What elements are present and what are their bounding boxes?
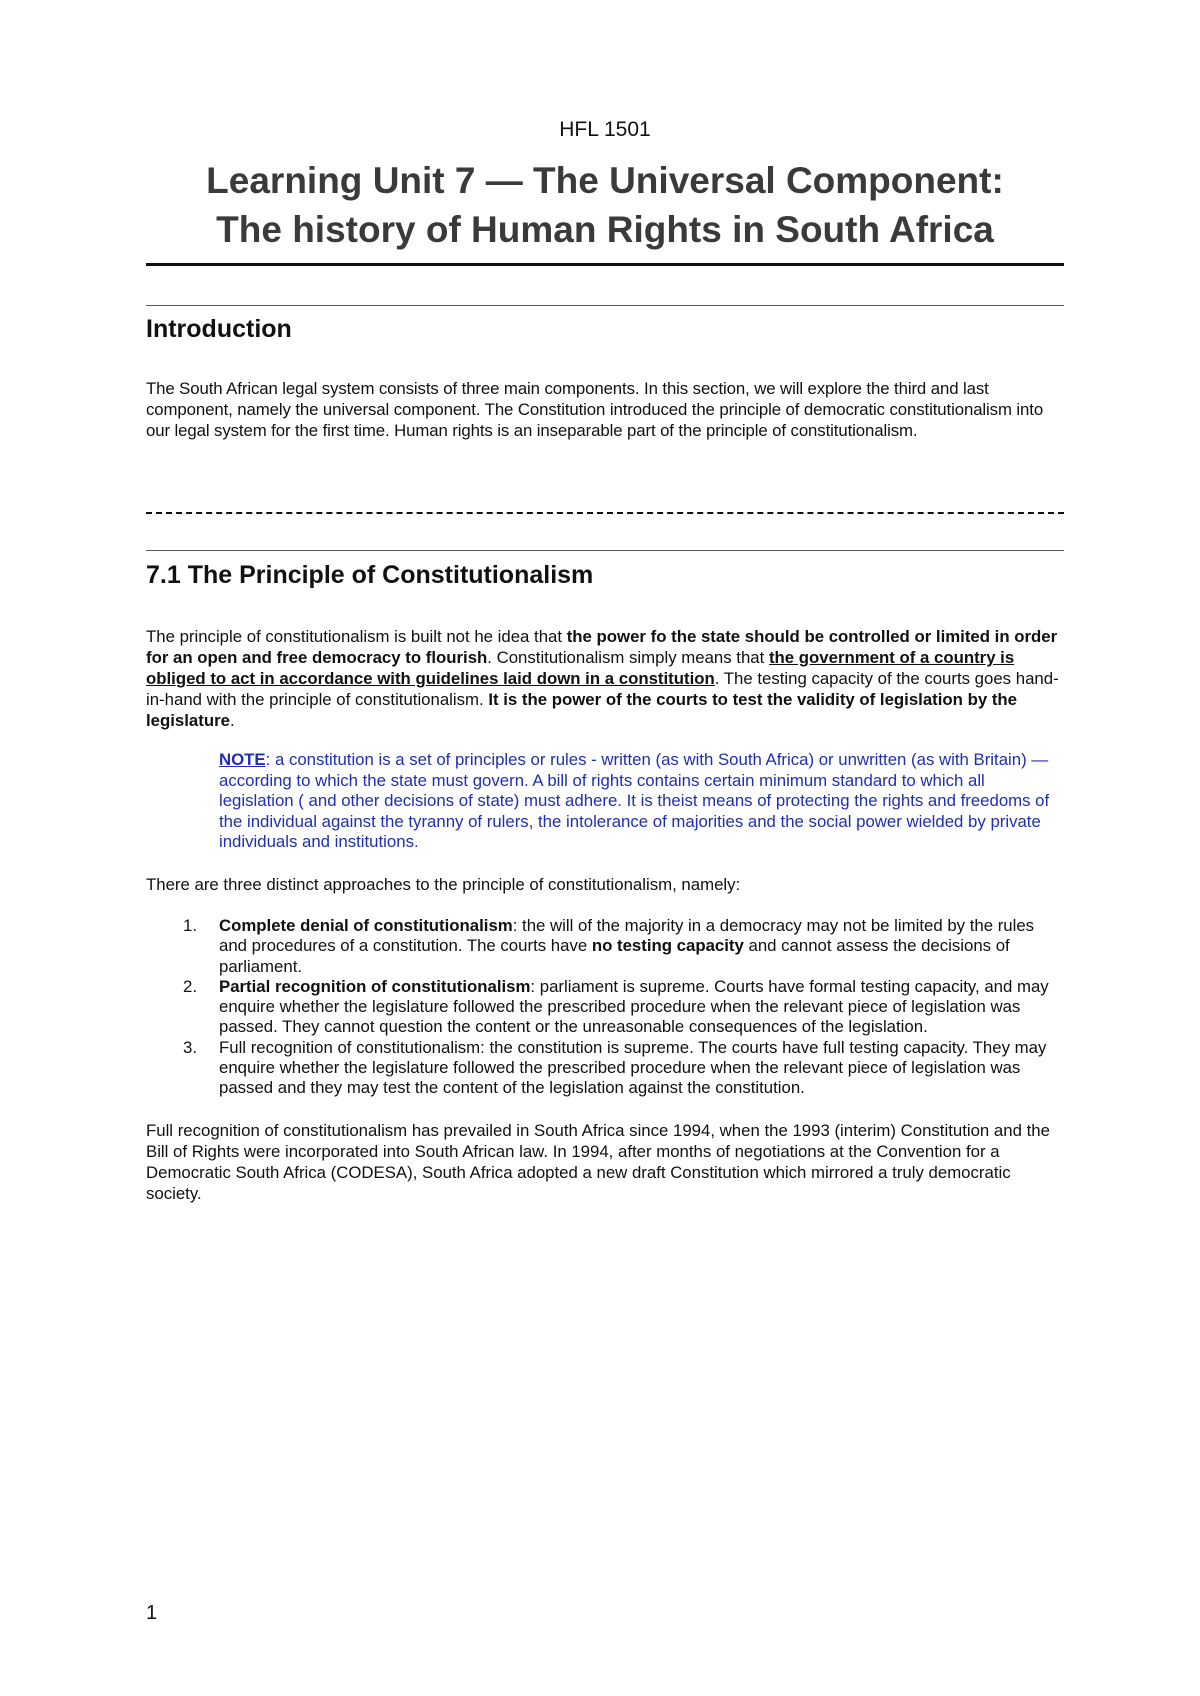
list-number: 1. (183, 915, 197, 935)
closing-paragraph: Full recognition of constitutionalism has prevailed in South Africa since 1994, when the 1993 (interim) Constitution and the Bill of Rights were incorporated into South African law. In 1994, after months of negotiations at the Convention for a Democratic South Africa (CODESA), South Africa adopted a new draft Constitution which mirrored a truly democratic society. (146, 1120, 1050, 1203)
bold-run: no testing capacity (591, 936, 744, 956)
bold-run: It is the power of the courts to test the validity of legislation by the legislature (146, 690, 1017, 730)
note-block (219, 750, 1064, 853)
text-run: . (229, 711, 235, 730)
bold-run: Partial recognition of constitutionalism (219, 976, 531, 996)
text-run: : parliament is supreme. Courts have formal testing capacity, and may enquire whether the legislature followed the prescribed procedure when the relevant piece of legislation was passed. They cannot question the content or the unreasonable consequences of the legislation. (219, 976, 1049, 1037)
page-title (146, 156, 1064, 266)
section-divider (146, 550, 1064, 551)
section-heading: 7.1 The Principle of Constitutionalism (146, 561, 594, 589)
introduction-heading: Introduction (146, 315, 292, 343)
approaches-intro: There are three distinct approaches to the principle of constitutionalism, namely: (146, 874, 741, 894)
title-line-1: Learning Unit 7 — The Universal Component: (206, 160, 1004, 201)
text-run: and cannot assess the decisions of parliament. (219, 936, 1010, 976)
constitutionalism-paragraph (146, 626, 1064, 731)
page-number: 1 (146, 1602, 158, 1624)
bold-run: the power fo the state should be controlled or limited in order for an open and free democracy to flourish (146, 627, 1058, 667)
approaches-list (146, 916, 1064, 1099)
text-run: Full recognition of constitutionalism: the constitution is supreme. The courts have full testing capacity. They may enquire whether the legislature followed the prescribed procedure when the relevant piece of legislation was passed and they may test the content of the legislation against the constitution. (219, 1037, 1047, 1098)
course-code: HFL 1501 (559, 118, 651, 141)
text-run: The principle of constitutionalism is built not he idea that (146, 627, 567, 646)
list-item (146, 1038, 1064, 1099)
section-divider (146, 305, 1064, 306)
dashed-divider (146, 512, 1064, 514)
introduction-paragraph: The South African legal system consists of three main components. In this section, we will explore the third and last component, namely the universal component. The Constitution introduced the principle of democratic constitutionalism into our legal system for the first time. Human rights is an inseparable part of the principle of constitutionalism. (146, 379, 1044, 440)
page-content (146, 118, 1064, 1204)
list-number: 3. (183, 1037, 197, 1057)
list-number: 2. (183, 976, 197, 996)
bold-underlined-run: the government of a country is obliged to act in accordance with guidelines laid down in a constitution (146, 648, 1015, 688)
text-run: . The testing capacity of the courts goes hand-in-hand with the principle of constitutionalism. (146, 669, 1059, 709)
title-line-2: The history of Human Rights in South Africa (216, 209, 994, 250)
bold-run: Complete denial of constitutionalism (219, 915, 513, 935)
list-item (146, 916, 1064, 977)
list-item (146, 977, 1064, 1038)
note-label: NOTE (219, 750, 266, 769)
text-run: : the will of the majority in a democracy may not be limited by the rules and procedures of a constitution. The courts have (219, 915, 1035, 956)
note-text: : a constitution is a set of principles or rules - written (as with South Africa) or unwritten (as with Britain) — according to which the state must govern. A bill of rights contains certain minimum standard to which all legislation ( and other decisions of state) must adhere. It is theist means of protecting the rights and freedoms of the individual against the tyranny of rulers, the intolerance of majorities and the social power wielded by private individuals and institutions. (219, 750, 1050, 852)
text-run: . Constitutionalism simply means that (487, 648, 769, 667)
